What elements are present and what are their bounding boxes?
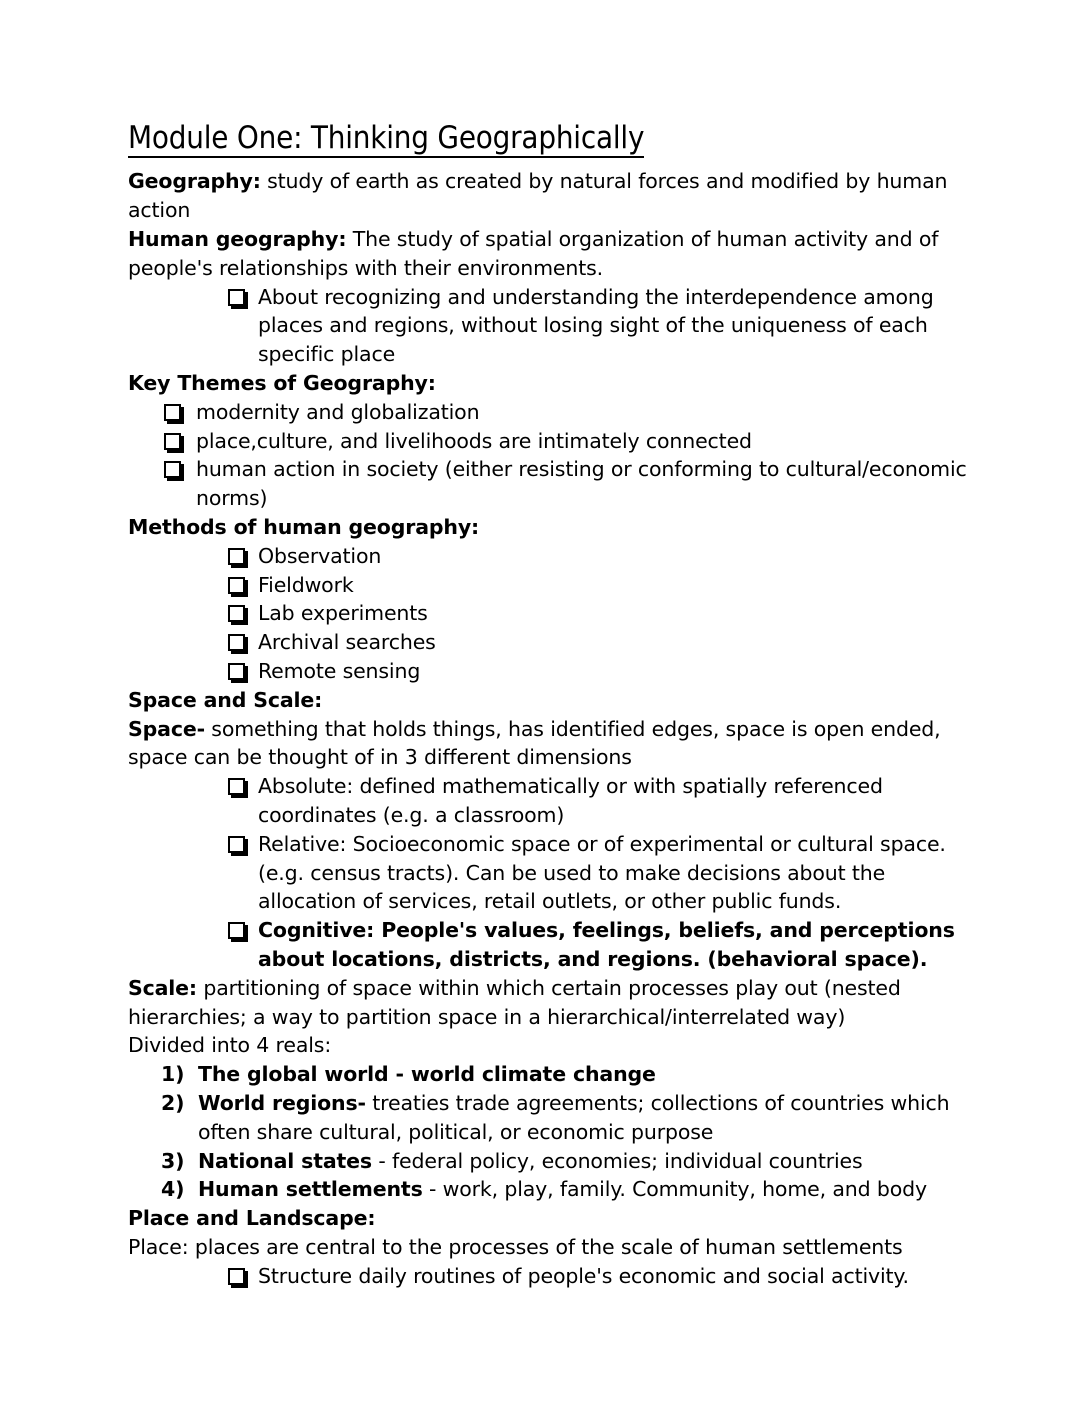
list-item-number: 3) [161,1148,185,1173]
methods-list [128,542,976,686]
shadowed-square-bullet-icon [228,284,245,313]
shadowed-square-bullet-icon [164,399,181,428]
list-item [128,1175,976,1204]
space-text: something that holds things, has identified edges, space is open ended, space can be thought of in 3 different dimensions [128,716,941,770]
list-item-number: 4) [161,1177,185,1202]
list-item-label: Structure daily routines of people's economic and social activity. [258,1263,909,1288]
list-item-label: human action in society (either resisting or conforming to cultural/economic norms) [196,457,967,511]
list-item-lead: Cognitive: [258,918,375,943]
list-item-label: Lab experiments [258,601,428,626]
list-item-lead: Absolute: [258,774,354,799]
intro-bullet-list [128,283,976,369]
list-item [128,1262,976,1291]
scale-text: partitioning of space within which certain processes play out (nested hierarchies; a way to partition space in a hierarchical/interrelated way) [128,975,901,1029]
shadowed-square-bullet-icon [164,428,181,457]
definition-geography [128,167,976,225]
shadowed-square-bullet-icon [228,831,245,860]
list-item [128,1089,976,1147]
list-item-lead: National states [198,1148,372,1173]
space-term: Space- [128,716,205,741]
list-item-label: place,culture, and livelihoods are intimately connected [196,428,752,453]
list-item-label: treaties trade agreements; collections of countries which often share cultural, political, or economic purpose [198,1090,950,1144]
definition-term: Human geography: [128,227,347,252]
shadowed-square-bullet-icon [164,456,181,485]
list-item-label: People's values, feelings, beliefs, and perceptions about locations, districts, and regions. (behavioral space). [258,918,955,971]
list-item-label: defined mathematically or with spatially referenced coordinates (e.g. a classroom) [258,774,883,827]
list-item [128,455,976,513]
list-item-label: Observation [258,543,382,568]
list-item-label: - work, play, family. Community, home, and body [422,1177,927,1202]
place-bullet-list [128,1262,976,1291]
list-item-lead: The global world - world climate change [198,1062,656,1087]
shadowed-square-bullet-icon [228,917,245,946]
list-item [128,1147,976,1176]
list-item-label: Socioeconomic space or of experimental or cultural space. (e.g. census tracts). Can be used to make decisions about the allocation of services, retail outlets, or other public funds. [258,831,946,914]
list-item [128,599,976,628]
list-item [128,398,976,427]
definition-human-geography [128,225,976,283]
realms-list [128,1060,976,1204]
shadowed-square-bullet-icon [228,629,245,658]
list-item-number: 1) [161,1062,185,1087]
definition-text: The study of spatial organization of human activity and of people's relationships with their environments. [128,227,939,280]
shadowed-square-bullet-icon [228,572,245,601]
list-item [128,283,976,369]
space-dimensions-list [128,772,976,974]
list-item [128,772,976,830]
list-item-lead: World regions- [198,1090,366,1115]
list-item-label: Remote sensing [258,659,421,684]
list-item-label: - federal policy, economies; individual countries [371,1148,863,1173]
list-item [128,1060,976,1089]
divided-into-line: Divided into 4 reals: [128,1033,332,1058]
list-item [128,916,976,974]
shadowed-square-bullet-icon [228,600,245,629]
list-item [128,427,976,456]
definition-text: study of earth as created by natural forces and modified by human action [128,169,948,223]
page-title: Module One: Thinking Geographically [128,122,644,158]
list-item [128,571,976,600]
list-item-label: modernity and globalization [196,399,480,424]
scale-term: Scale: [128,975,197,1000]
list-item-label: About recognizing and understanding the interdependence among places and regions, without losing sight of the uniqueness of each specific place [258,284,934,367]
place-definition: Place: places are central to the processes of the scale of human settlements [128,1234,903,1259]
list-item [128,657,976,686]
shadowed-square-bullet-icon [228,773,245,802]
shadowed-square-bullet-icon [228,1263,245,1292]
list-item [128,542,976,571]
section-heading-space-and-scale: Space and Scale: [128,687,323,712]
list-item-lead: Human settlements [198,1177,423,1202]
list-item [128,830,976,916]
list-item-label: Archival searches [258,630,436,655]
definition-term: Geography: [128,169,261,194]
list-item-lead: Relative: [258,831,347,856]
section-heading-methods: Methods of human geography: [128,515,480,540]
section-heading-place-and-landscape: Place and Landscape: [128,1206,376,1231]
shadowed-square-bullet-icon [228,543,245,572]
list-item-label: Fieldwork [258,572,354,597]
section-heading-key-themes: Key Themes of Geography: [128,371,436,396]
key-themes-list [128,398,976,513]
space-definition [128,715,976,773]
page-title-wrap [128,122,976,167]
list-item-number: 2) [161,1090,185,1115]
list-item [128,628,976,657]
shadowed-square-bullet-icon [228,658,245,687]
scale-definition [128,974,976,1032]
